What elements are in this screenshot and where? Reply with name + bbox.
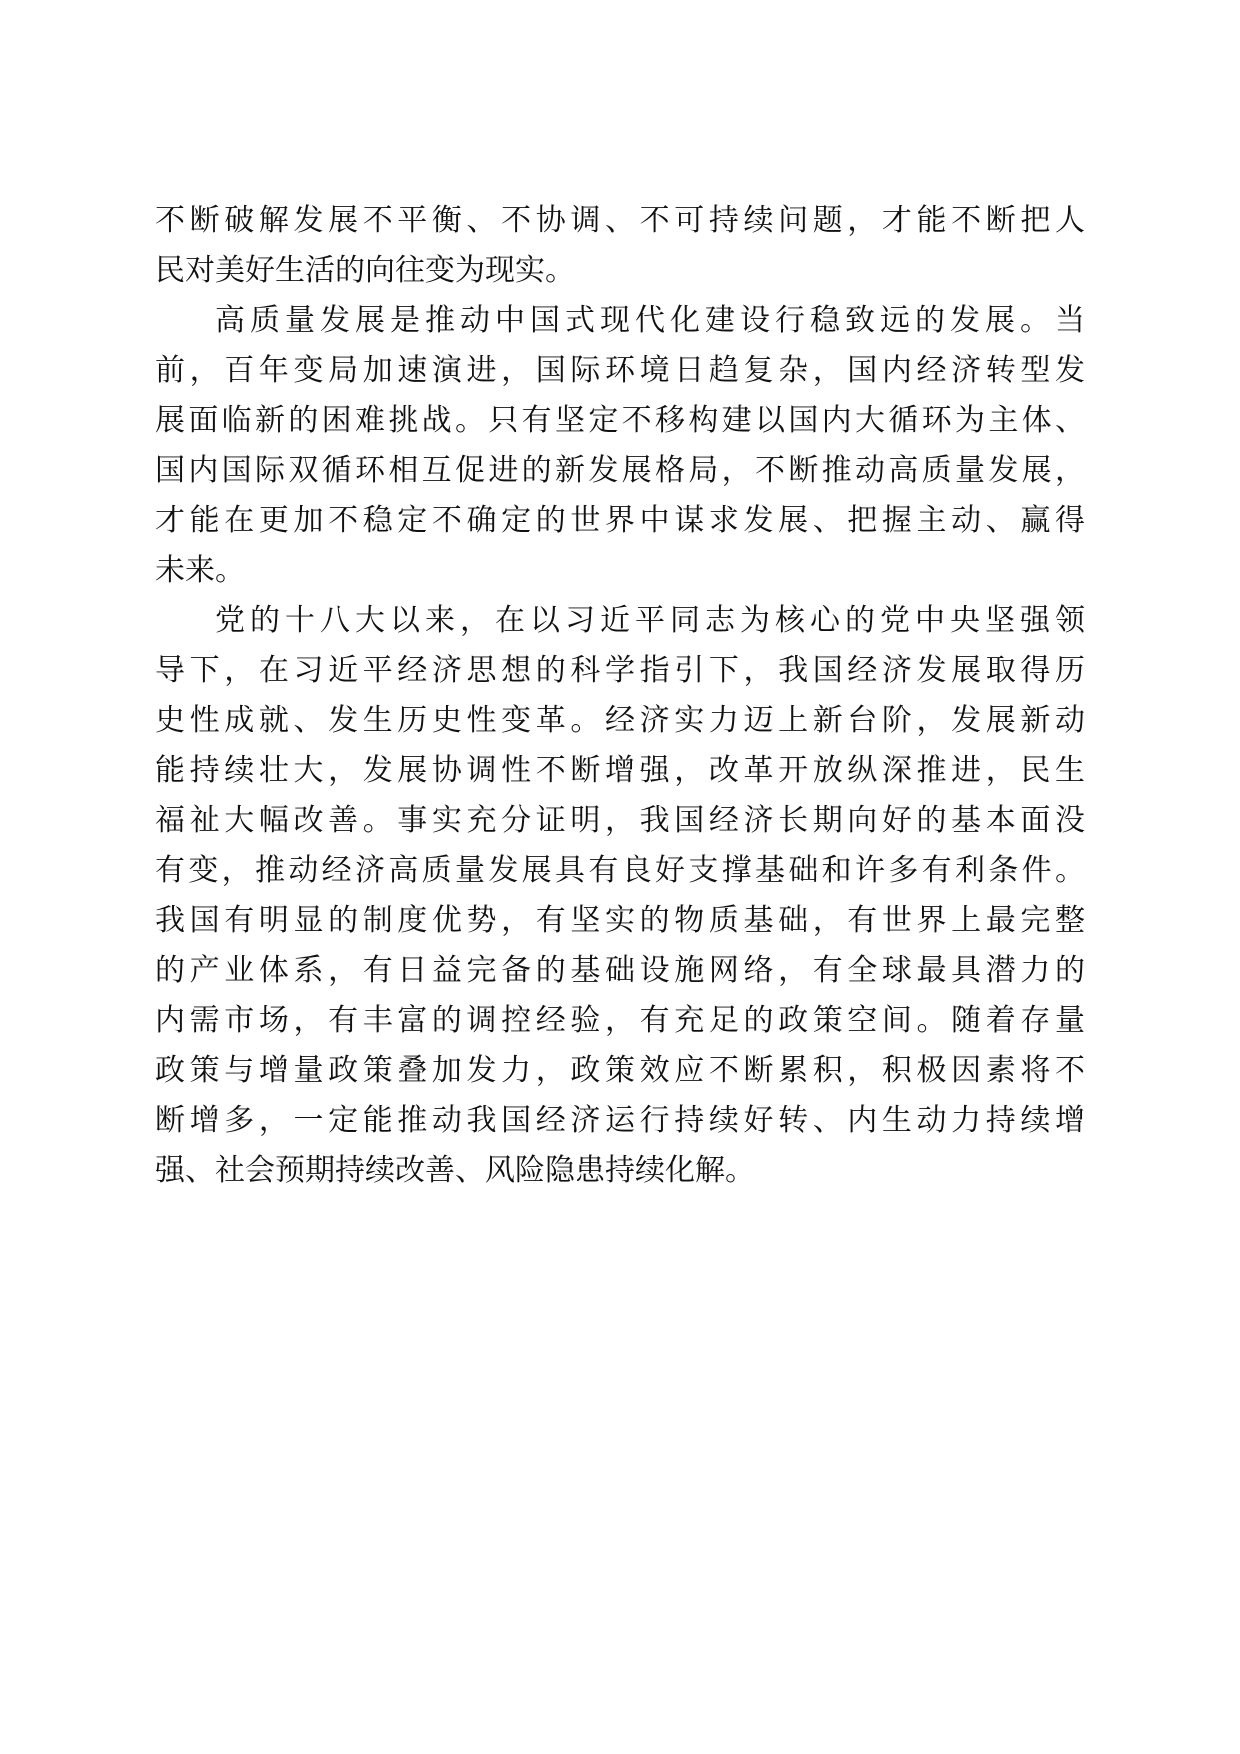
text-line: 展面临新的困难挑战。只有坚定不移构建以国内大循环为主体、 <box>155 403 1085 438</box>
text-line: 内需市场，有丰富的调控经验，有充足的政策空间。随着存量 <box>155 1003 1085 1038</box>
text-line: 断增多，一定能推动我国经济运行持续好转、内生动力持续增 <box>155 1103 1085 1138</box>
paragraph-2 <box>155 296 1085 596</box>
text-line: 导下，在习近平经济思想的科学指引下，我国经济发展取得历 <box>155 653 1085 688</box>
text-line: 未来。 <box>155 553 245 588</box>
text-line: 我国有明显的制度优势，有坚实的物质基础，有世界上最完整 <box>155 903 1085 938</box>
text-line: 不断破解发展不平衡、不协调、不可持续问题，才能不断把人 <box>155 203 1085 238</box>
text-line: 福祉大幅改善。事实充分证明，我国经济长期向好的基本面没 <box>155 803 1085 838</box>
text-line: 能持续壮大，发展协调性不断增强，改革开放纵深推进，民生 <box>155 753 1085 788</box>
text-line: 的产业体系，有日益完备的基础设施网络，有全球最具潜力的 <box>155 953 1085 988</box>
text-line: 国内国际双循环相互促进的新发展格局，不断推动高质量发展， <box>155 453 1085 488</box>
text-line: 有变，推动经济高质量发展具有良好支撑基础和许多有利条件。 <box>155 853 1085 888</box>
text-line: 民对美好生活的向往变为现实。 <box>155 253 575 288</box>
text-line: 强、社会预期持续改善、风险隐患持续化解。 <box>155 1153 755 1188</box>
text-line: 政策与增量政策叠加发力，政策效应不断累积，积极因素将不 <box>155 1053 1085 1088</box>
document-body <box>155 196 1085 1196</box>
text-line: 高质量发展是推动中国式现代化建设行稳致远的发展。当 <box>215 303 1085 338</box>
paragraph-3 <box>155 596 1085 1196</box>
text-line: 党的十八大以来，在以习近平同志为核心的党中央坚强领 <box>215 603 1085 638</box>
text-line: 前，百年变局加速演进，国际环境日趋复杂，国内经济转型发 <box>155 353 1085 388</box>
text-line: 才能在更加不稳定不确定的世界中谋求发展、把握主动、赢得 <box>155 503 1085 538</box>
paragraph-1 <box>155 196 1085 296</box>
text-line: 史性成就、发生历史性变革。经济实力迈上新台阶，发展新动 <box>155 703 1085 738</box>
